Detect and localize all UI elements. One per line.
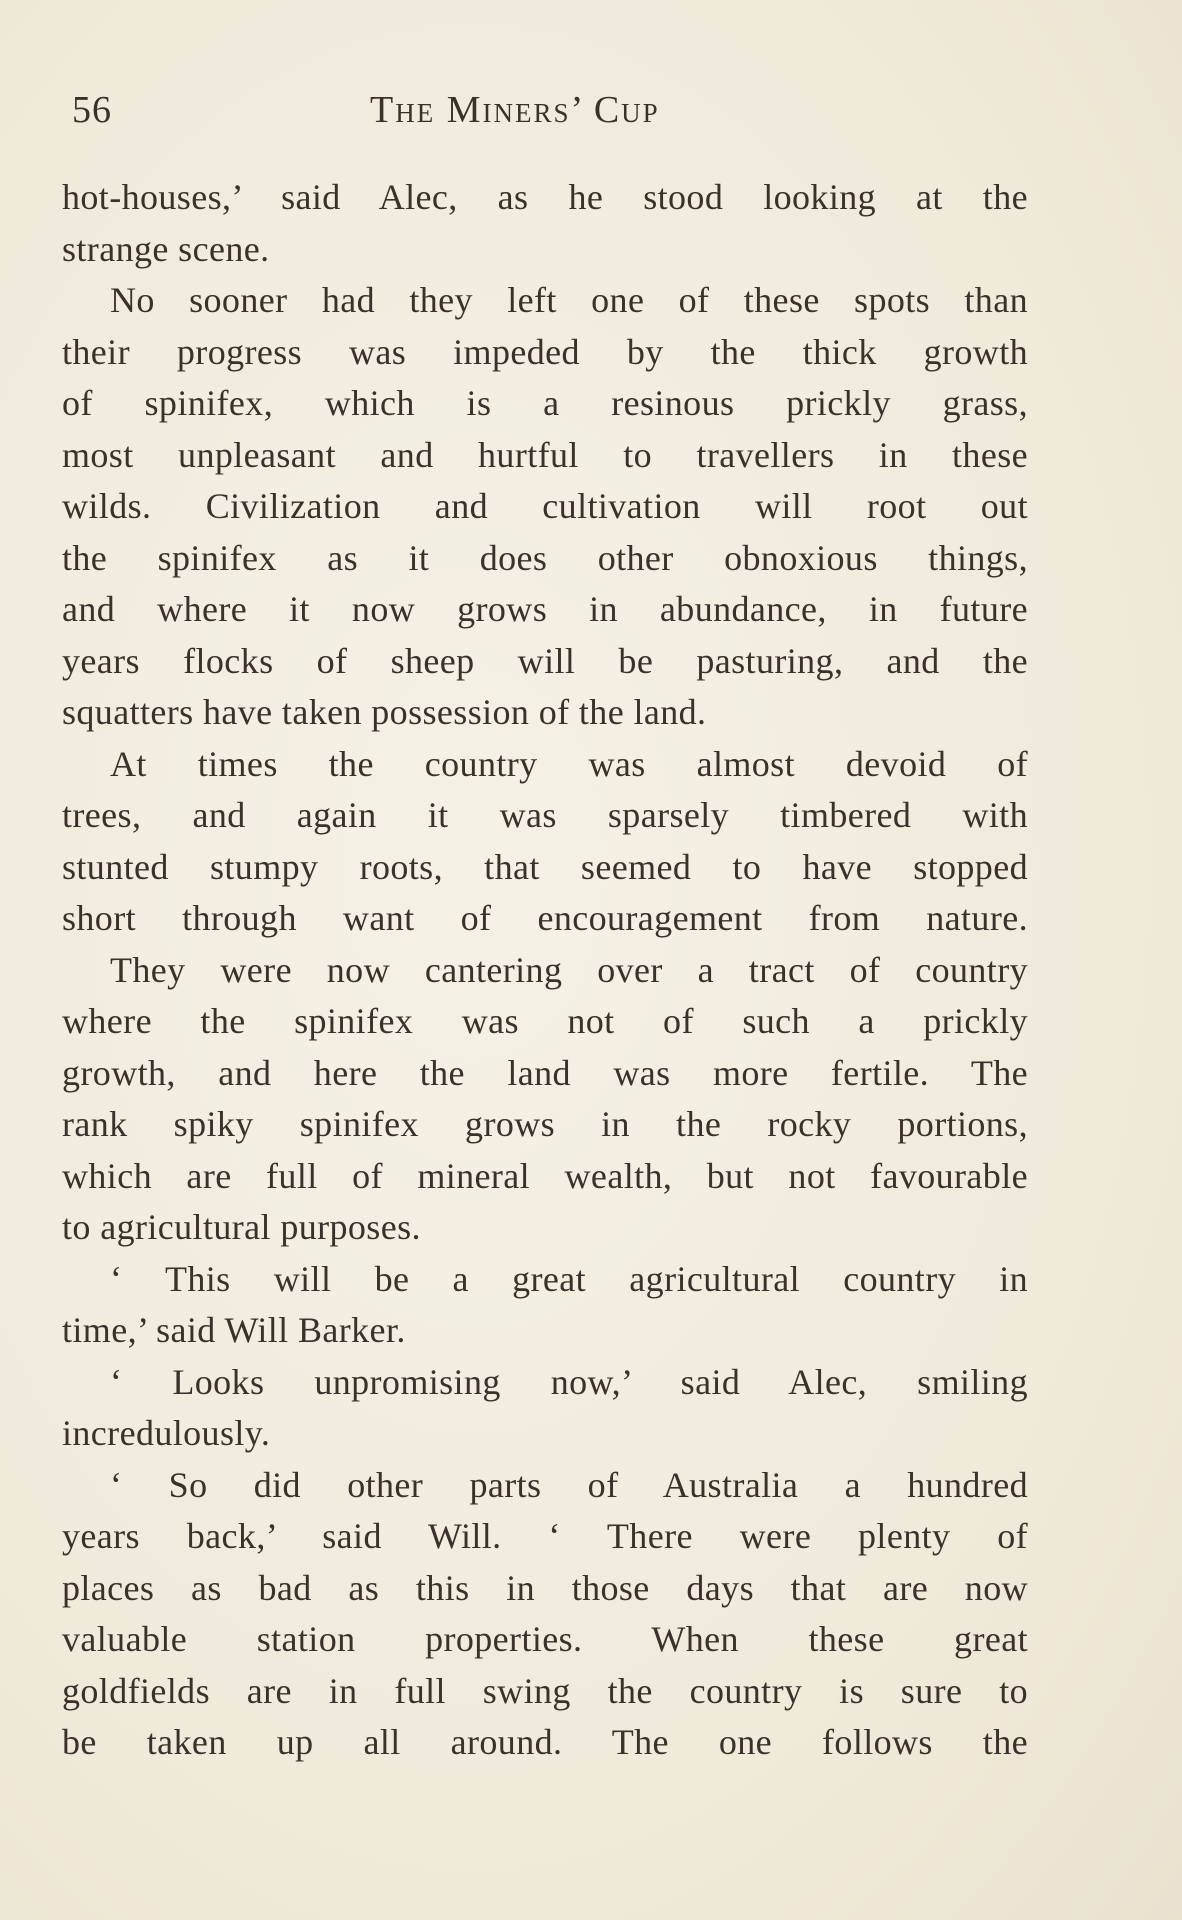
page-header	[72, 88, 1032, 144]
page-number: 56	[72, 89, 112, 131]
text-line: years back,’ said Will. ‘ There were plenty of	[62, 1516, 1028, 1556]
text-line: growth, and here the land was more fertile. The	[62, 1052, 1028, 1093]
text-line: ‘ Looks unpromising now,’ said Alec, smiling	[110, 1361, 1028, 1402]
text-line: to agricultural purposes.	[62, 1207, 421, 1247]
text-line: squatters have taken possession of the land.	[62, 692, 707, 732]
text-line: No sooner had they left one of these spots than	[110, 280, 1028, 320]
text-line: hot-houses,’ said Alec, as he stood looking at the	[62, 177, 1028, 217]
text-line: goldfields are in full swing the country is sure to	[62, 1670, 1028, 1711]
text-line: years flocks of sheep will be pasturing, and the	[62, 640, 1028, 681]
text-line: the spinifex as it does other obnoxious things,	[62, 537, 1028, 578]
text-line: places as bad as this in those days that are now	[62, 1567, 1028, 1608]
text-line: valuable station properties. When these great	[62, 1619, 1028, 1659]
text-line: time,’ said Will Barker.	[62, 1310, 406, 1350]
running-title: The Miners’ Cup	[370, 89, 660, 131]
text-line: and where it now grows in abundance, in future	[62, 589, 1028, 629]
text-line: be taken up all around. The one follows the	[62, 1722, 1028, 1762]
text-line: which are full of mineral wealth, but not favourable	[62, 1155, 1028, 1196]
text-line: rank spiky spinifex grows in the rocky portions,	[62, 1104, 1028, 1144]
body-text	[62, 172, 1028, 1769]
text-line: ‘ So did other parts of Australia a hundred	[110, 1464, 1028, 1505]
text-line: their progress was impeded by the thick growth	[62, 331, 1028, 372]
text-line: most unpleasant and hurtful to travellers in these	[62, 434, 1028, 475]
text-line: wilds. Civilization and cultivation will root out	[62, 486, 1028, 526]
text-line: of spinifex, which is a resinous prickly grass,	[62, 383, 1028, 423]
text-line: incredulously.	[62, 1413, 271, 1453]
text-line: They were now cantering over a tract of country	[110, 949, 1028, 990]
text-line: strange scene.	[62, 228, 270, 269]
text-line: ‘ This will be a great agricultural country in	[110, 1258, 1028, 1299]
text-line: where the spinifex was not of such a prickly	[62, 1001, 1028, 1041]
text-line: trees, and again it was sparsely timbered with	[62, 795, 1028, 835]
text-line: At times the country was almost devoid of	[110, 743, 1028, 784]
text-line: stunted stumpy roots, that seemed to have stopped	[62, 846, 1028, 887]
text-line: short through want of encouragement from nature.	[62, 898, 1028, 938]
